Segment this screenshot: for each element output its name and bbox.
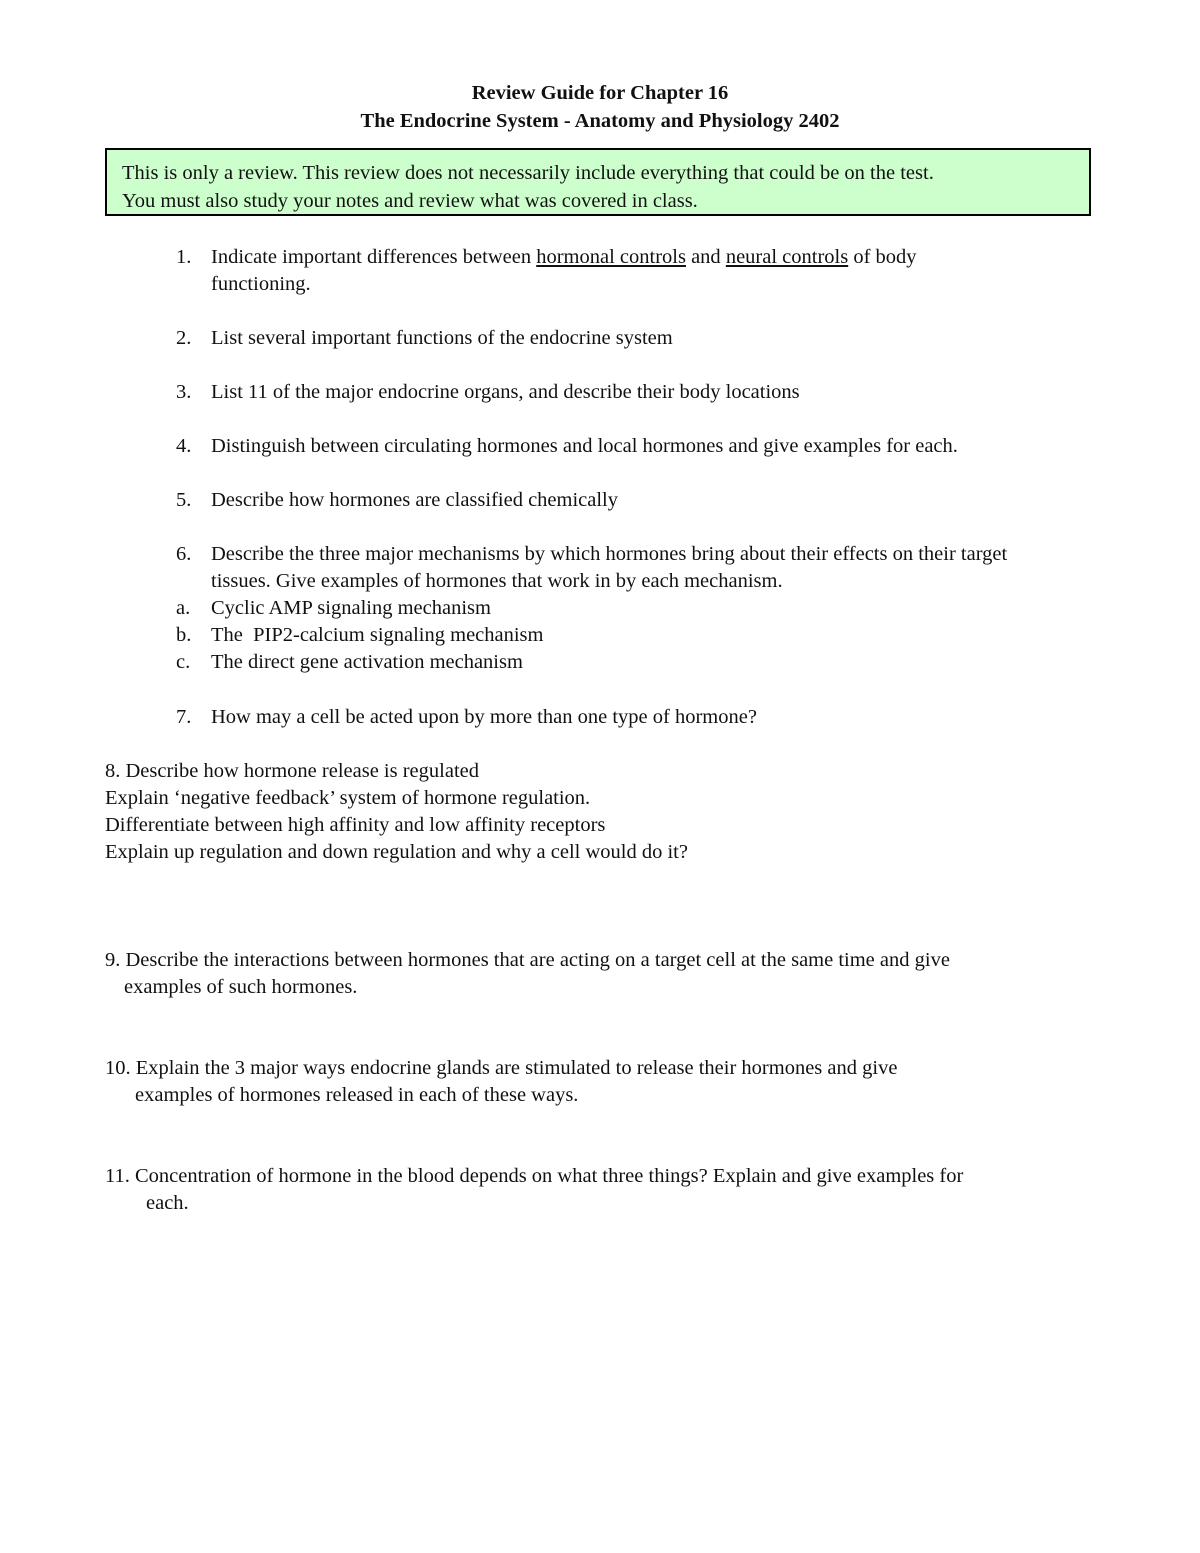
q2-number: 2.	[176, 327, 192, 349]
q8-line-3: Differentiate between high affinity and low affinity receptors	[105, 814, 606, 836]
review-note-box	[105, 148, 1091, 216]
q6-sub-c-label: c.	[176, 651, 191, 673]
q1-number: 1.	[176, 246, 192, 268]
q4-text: Distinguish between circulating hormones and local hormones and give examples for each.	[211, 435, 958, 457]
q8-line-2: Explain ‘negative feedback’ system of hormone regulation.	[105, 787, 591, 809]
q10-line-1: 10. Explain the 3 major ways endocrine glands are stimulated to release their hormones and give	[105, 1057, 898, 1079]
q11-line-1: 11. Concentration of hormone in the blood depends on what three things? Explain and give examples for	[105, 1165, 964, 1187]
note-line-1: This is only a review. This review does not necessarily include everything that could be on the test.	[122, 162, 934, 184]
q10-line-2: examples of hormones released in each of these ways.	[135, 1084, 579, 1106]
q7-text: How may a cell be acted upon by more than one type of hormone?	[211, 706, 757, 728]
q1-line-1	[211, 244, 917, 271]
q6-sub-a-text: Cyclic AMP signaling mechanism	[211, 597, 491, 619]
q6-sub-b-label: b.	[176, 624, 192, 646]
note-line-2: You must also study your notes and review what was covered in class.	[122, 190, 698, 212]
q1-line-2: functioning.	[211, 273, 311, 295]
q5-number: 5.	[176, 489, 192, 511]
q1-text-pre: Indicate important differences between	[211, 246, 537, 268]
q6-line-2: tissues. Give examples of hormones that work in by each mechanism.	[211, 570, 783, 592]
page-subtitle: The Endocrine System - Anatomy and Physiology 2402	[360, 110, 840, 132]
q8-line-4: Explain up regulation and down regulation and why a cell would do it?	[105, 841, 688, 863]
q4-number: 4.	[176, 435, 192, 457]
page-title: Review Guide for Chapter 16	[471, 82, 729, 104]
q1-underline-neural: neural controls	[725, 246, 849, 268]
q5-text: Describe how hormones are classified chemically	[211, 489, 618, 511]
q6-line-1: Describe the three major mechanisms by which hormones bring about their effects on their target	[211, 543, 1008, 565]
q9-line-2: examples of such hormones.	[124, 976, 358, 998]
q6-sub-b-text: The PIP2-calcium signaling mechanism	[211, 624, 544, 646]
q7-number: 7.	[176, 706, 192, 728]
q8-line-1: 8. Describe how hormone release is regulated	[105, 760, 479, 782]
q1-text-mid: and	[685, 246, 726, 268]
q3-number: 3.	[176, 381, 192, 403]
q11-line-2: each.	[146, 1192, 189, 1214]
q6-sub-a-label: a.	[176, 597, 191, 619]
q1-underline-hormonal: hormonal controls	[536, 246, 686, 268]
q3-text: List 11 of the major endocrine organs, and describe their body locations	[211, 381, 800, 403]
q9-line-1: 9. Describe the interactions between hormones that are acting on a target cell at the same time and give	[105, 949, 950, 971]
q1-text-post: of body	[848, 246, 917, 268]
q6-sub-c-text: The direct gene activation mechanism	[211, 651, 523, 673]
q2-text: List several important functions of the endocrine system	[211, 327, 673, 349]
q6-number: 6.	[176, 543, 192, 565]
